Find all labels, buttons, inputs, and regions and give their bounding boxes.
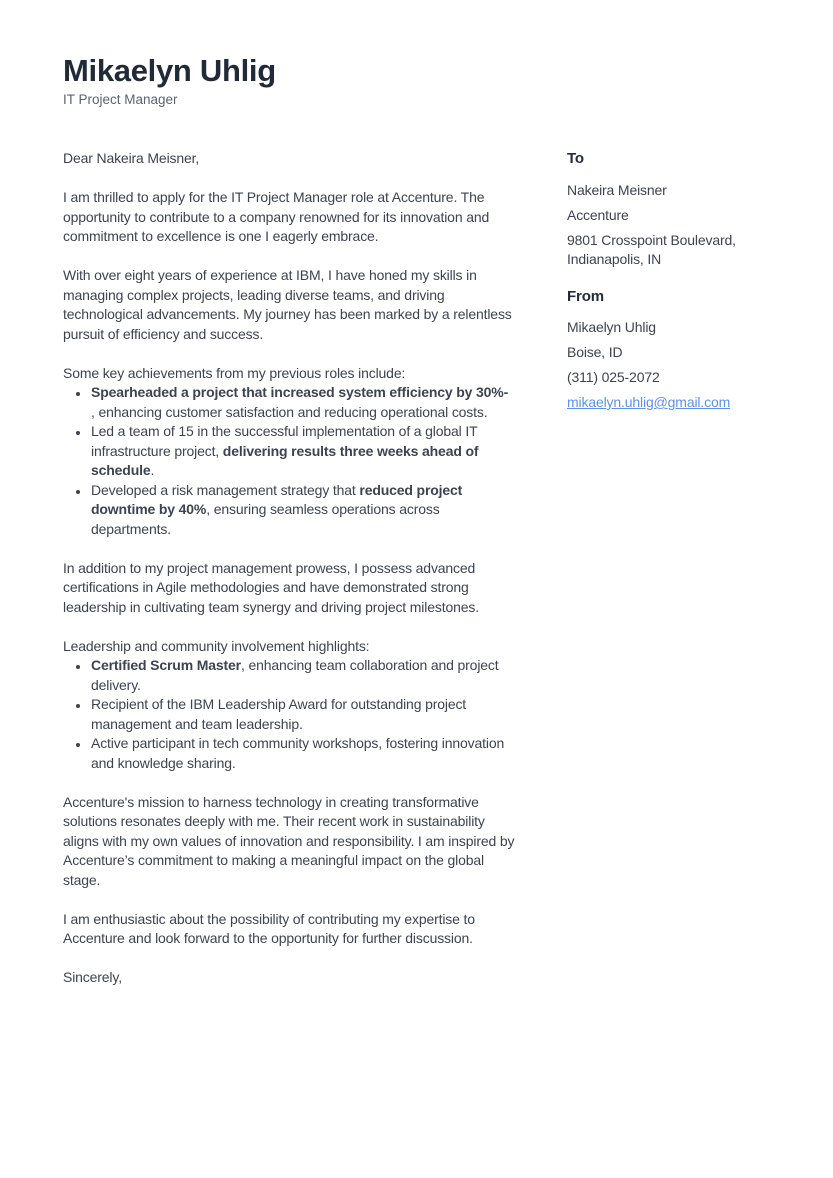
recipient-address: 9801 Crosspoint Boulevard, Indianapolis, IN xyxy=(567,231,736,267)
letter-paragraph xyxy=(63,637,520,657)
sender-heading: From xyxy=(567,287,604,305)
text-segment: Accenture's mission to harness technology in creating transformative solutions resonates deeply with me. Their recent work in sustainability aligns with my own values of innovation and responsibility. I am inspired by Accenture’s commitment to making a meaningful impact on the global stage. xyxy=(63,793,515,888)
text-segment: Sincerely, xyxy=(63,969,122,985)
letter-bullet xyxy=(90,383,520,422)
document-header xyxy=(63,52,770,109)
letter-paragraph xyxy=(63,559,520,618)
text-segment: Led a team of 15 in the successful implementation of a global IT infrastructure project, xyxy=(91,423,478,459)
contact-sidebar xyxy=(567,149,770,1007)
letter-bullet xyxy=(90,481,520,540)
recipient-heading: To xyxy=(567,150,584,167)
letter-paragraph xyxy=(63,149,520,169)
sender-phone: (311) 025-2072 xyxy=(567,369,660,385)
text-segment: Leadership and community involvement highlights: xyxy=(63,637,370,654)
text-segment: I am enthusiastic about the possibility of contributing my expertise to Accenture and look forward to the opportunity for further discussion. xyxy=(63,910,475,946)
recipient-name: Nakeira Meisner xyxy=(567,181,667,198)
text-segment: I am thrilled to apply for the IT Project Manager role at Accenture. The opportunity to contribute to a company renowned for its innovation and commitment to excellence is one I eagerly embrace. xyxy=(63,189,490,244)
letter-bullet xyxy=(90,734,520,773)
text-segment: Developed a risk management strategy that xyxy=(91,481,360,498)
sender-email-link[interactable]: mikaelyn.uhlig@gmail.com xyxy=(567,394,731,410)
letter-list xyxy=(63,383,520,539)
text-segment: Active participant in tech community workshops, fostering innovation and knowledge sharing. xyxy=(91,735,505,771)
content-columns xyxy=(63,149,770,1007)
text-segment: Recipient of the IBM Leadership Award for outstanding project management and team leadership. xyxy=(91,696,467,732)
text-segment: , enhancing customer satisfaction and reducing operational costs. xyxy=(91,403,488,420)
letter-paragraph xyxy=(63,364,520,384)
text-segment: Some key achievements from my previous roles include: xyxy=(63,364,406,381)
letter-list xyxy=(63,656,520,773)
letter-paragraph xyxy=(63,968,520,988)
letter-bullet xyxy=(90,422,520,481)
bold-text-segment: reduced project downtime by 40% xyxy=(91,481,463,517)
job-title: IT Project Manager xyxy=(63,92,178,107)
candidate-name: Mikaelyn Uhlig xyxy=(63,53,276,88)
text-segment: . xyxy=(150,462,155,478)
letter-paragraph xyxy=(63,266,520,344)
letter-paragraph xyxy=(63,910,520,949)
bold-text-segment: Certified Scrum Master xyxy=(91,657,241,673)
text-segment: In addition to my project management prowess, I possess advanced certifications in Agile methodologies and have demonstrated strong leadership in cultivating team synergy and driving project milestones. xyxy=(63,559,479,615)
letter-paragraph xyxy=(63,188,520,247)
letter-bullet xyxy=(90,695,520,734)
recipient-company: Accenture xyxy=(567,206,629,223)
letter-body xyxy=(63,149,520,1007)
recipient-section xyxy=(567,149,770,270)
text-segment: Dear Nakeira Meisner, xyxy=(63,150,200,166)
bold-text-segment: Spearheaded a project that increased system efficiency by 30%- xyxy=(91,384,509,400)
letter-bullet xyxy=(90,656,520,695)
letter-paragraph xyxy=(63,793,520,891)
bold-text-segment: delivering results three weeks ahead of schedule xyxy=(91,442,479,478)
text-segment: , enhancing team collaboration and project delivery. xyxy=(91,657,499,693)
text-segment: , ensuring seamless operations across departments. xyxy=(91,501,440,537)
sender-location: Boise, ID xyxy=(567,344,623,360)
sender-name: Mikaelyn Uhlig xyxy=(567,319,656,335)
text-segment: With over eight years of experience at IBM, I have honed my skills in managing complex projects, leading diverse teams, and driving technological advancements. My journey has been marked by a relentless pursuit of efficiency and success. xyxy=(63,267,512,342)
sender-section xyxy=(567,287,770,413)
